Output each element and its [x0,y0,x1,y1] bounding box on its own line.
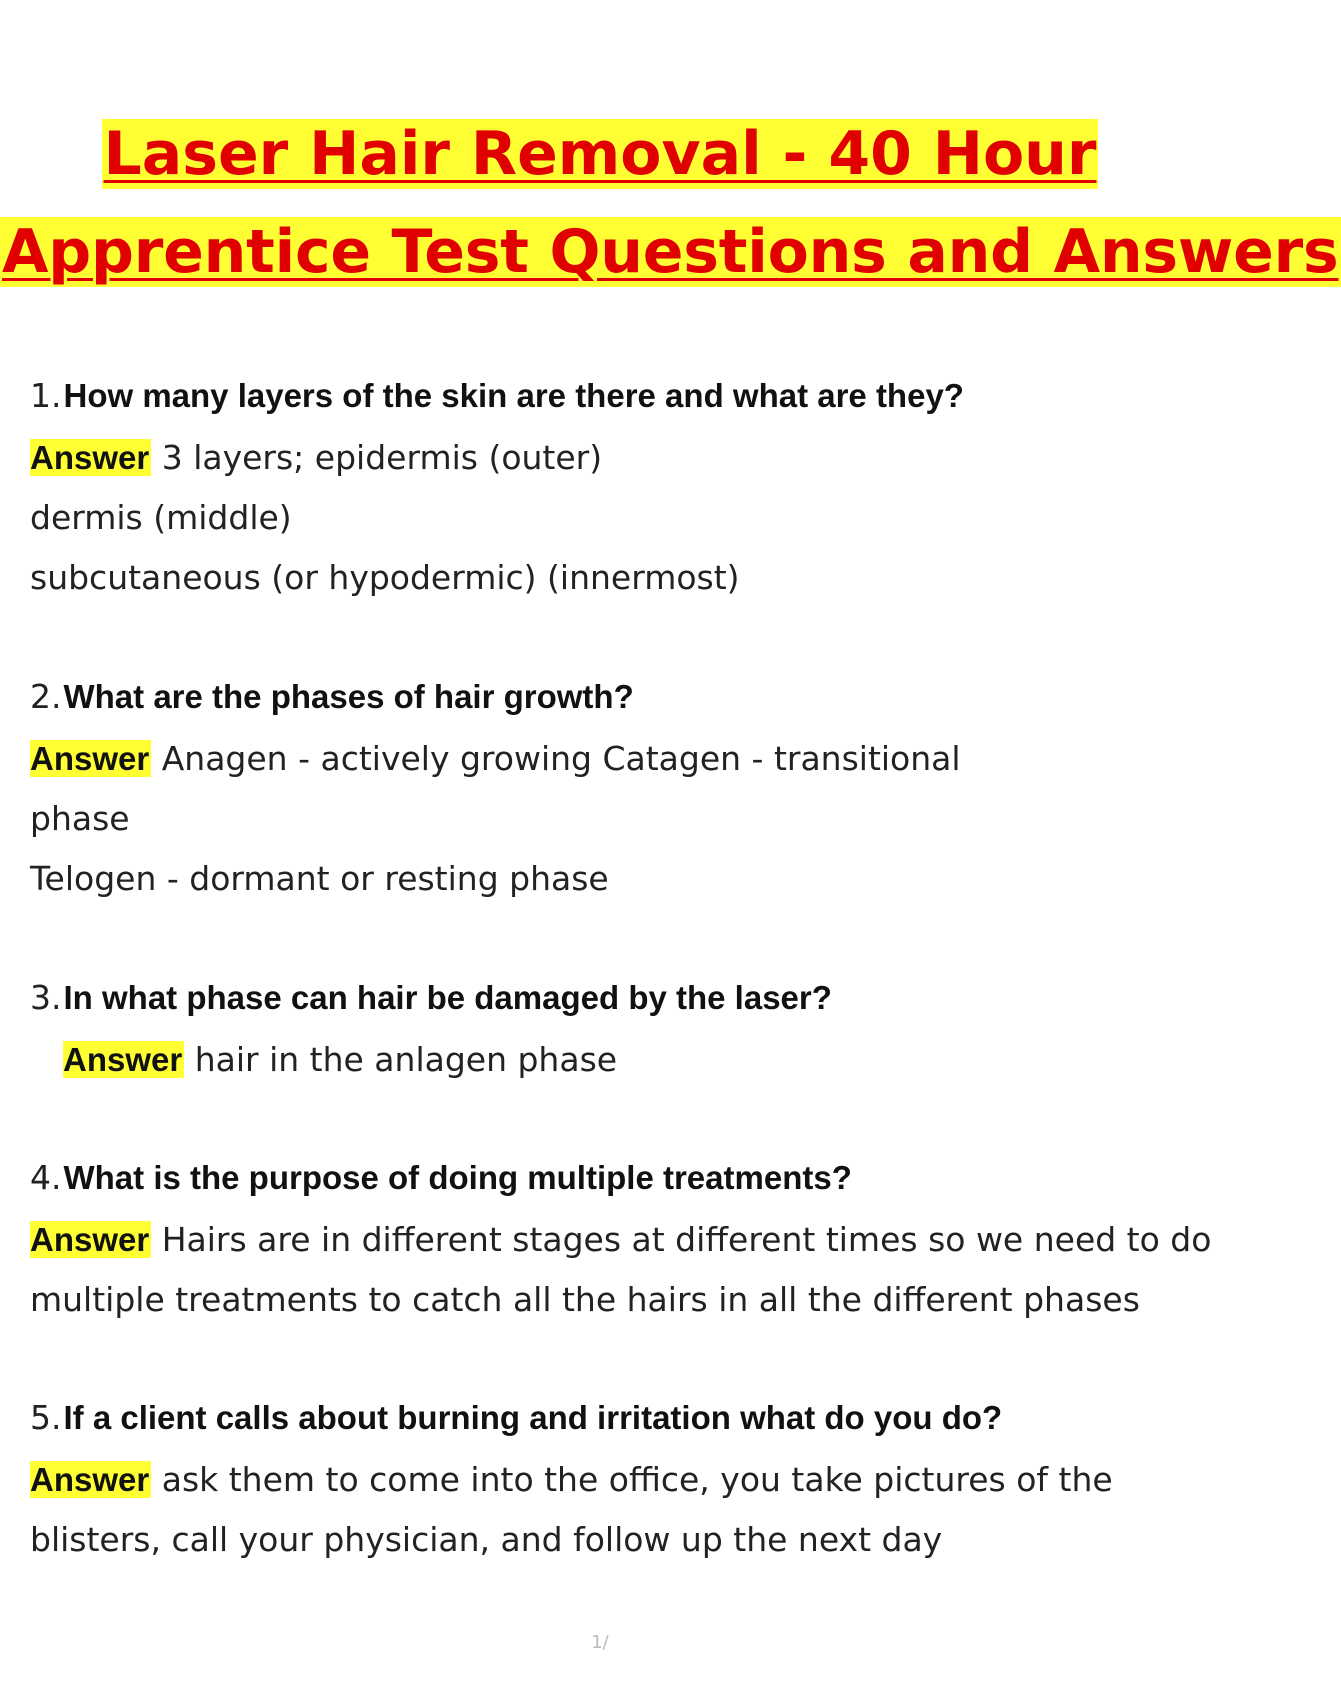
answer-line: multiple treatments to catch all the hairs in all the different phases [30,1279,1140,1319]
answer-2 [30,729,1180,909]
question-1 [30,376,1180,416]
page-number: 1/ [591,1632,609,1653]
qa-item-2 [30,677,1180,909]
answer-line [30,1450,1180,1510]
answer-line [30,428,1180,488]
answer-label: Answer [30,438,150,476]
answer-3 [30,1030,1180,1090]
question-text: What is the purpose of doing multiple treatments? [63,1159,852,1196]
answer-line: phase [30,798,130,838]
answer-label: Answer [30,739,150,777]
answer-label: Answer [30,1460,150,1498]
question-number: 3. [30,978,62,1017]
qa-item-4 [30,1158,1212,1330]
question-4 [30,1158,1180,1198]
title-text-1: Laser Hair Removal - 40 Hour [103,119,1097,189]
question-3 [30,978,1180,1018]
answer-4 [30,1210,1212,1330]
answer-line [30,1210,1212,1270]
question-number: 2. [30,677,62,716]
title-text-2: Apprentice Test Questions and Answers [2,217,1339,287]
question-number: 5. [30,1398,62,1437]
answer-text: hair in the anlagen phase [194,1039,618,1079]
answer-line: blisters, call your physician, and follow up the next day [30,1519,943,1559]
answer-line: Telogen - dormant or resting phase [30,858,609,898]
answer-5 [30,1450,1180,1570]
question-text: What are the phases of hair growth? [63,678,634,715]
answer-line [30,1030,1180,1090]
question-text: In what phase can hair be damaged by the laser? [63,979,832,1016]
answer-label: Answer [30,1220,150,1258]
question-5 [30,1398,1180,1438]
question-text: If a client calls about burning and irritation what do you do? [63,1399,1003,1436]
answer-text: ask them to come into the office, you take pictures of the [161,1459,1113,1499]
qa-item-5 [30,1398,1180,1570]
question-text: How many layers of the skin are there and what are they? [63,377,964,414]
document-title-line-1 [0,119,1200,189]
answer-label: Answer [63,1040,183,1078]
question-number: 4. [30,1158,62,1197]
question-number: 1. [30,376,62,415]
answer-line: subcutaneous (or hypodermic) (innermost) [30,557,740,597]
qa-item-3 [30,978,1180,1090]
document-title-line-2 [0,217,1339,287]
answer-text: Hairs are in different stages at different times so we need to do [161,1219,1212,1259]
answer-text: Anagen - actively growing Catagen - transitional [161,738,961,778]
answer-line: dermis (middle) [30,497,292,537]
qa-item-1 [30,376,1180,608]
answer-1 [30,428,1180,608]
answer-line [30,729,1180,789]
answer-text: 3 layers; epidermis (outer) [161,437,603,477]
question-2 [30,677,1180,717]
